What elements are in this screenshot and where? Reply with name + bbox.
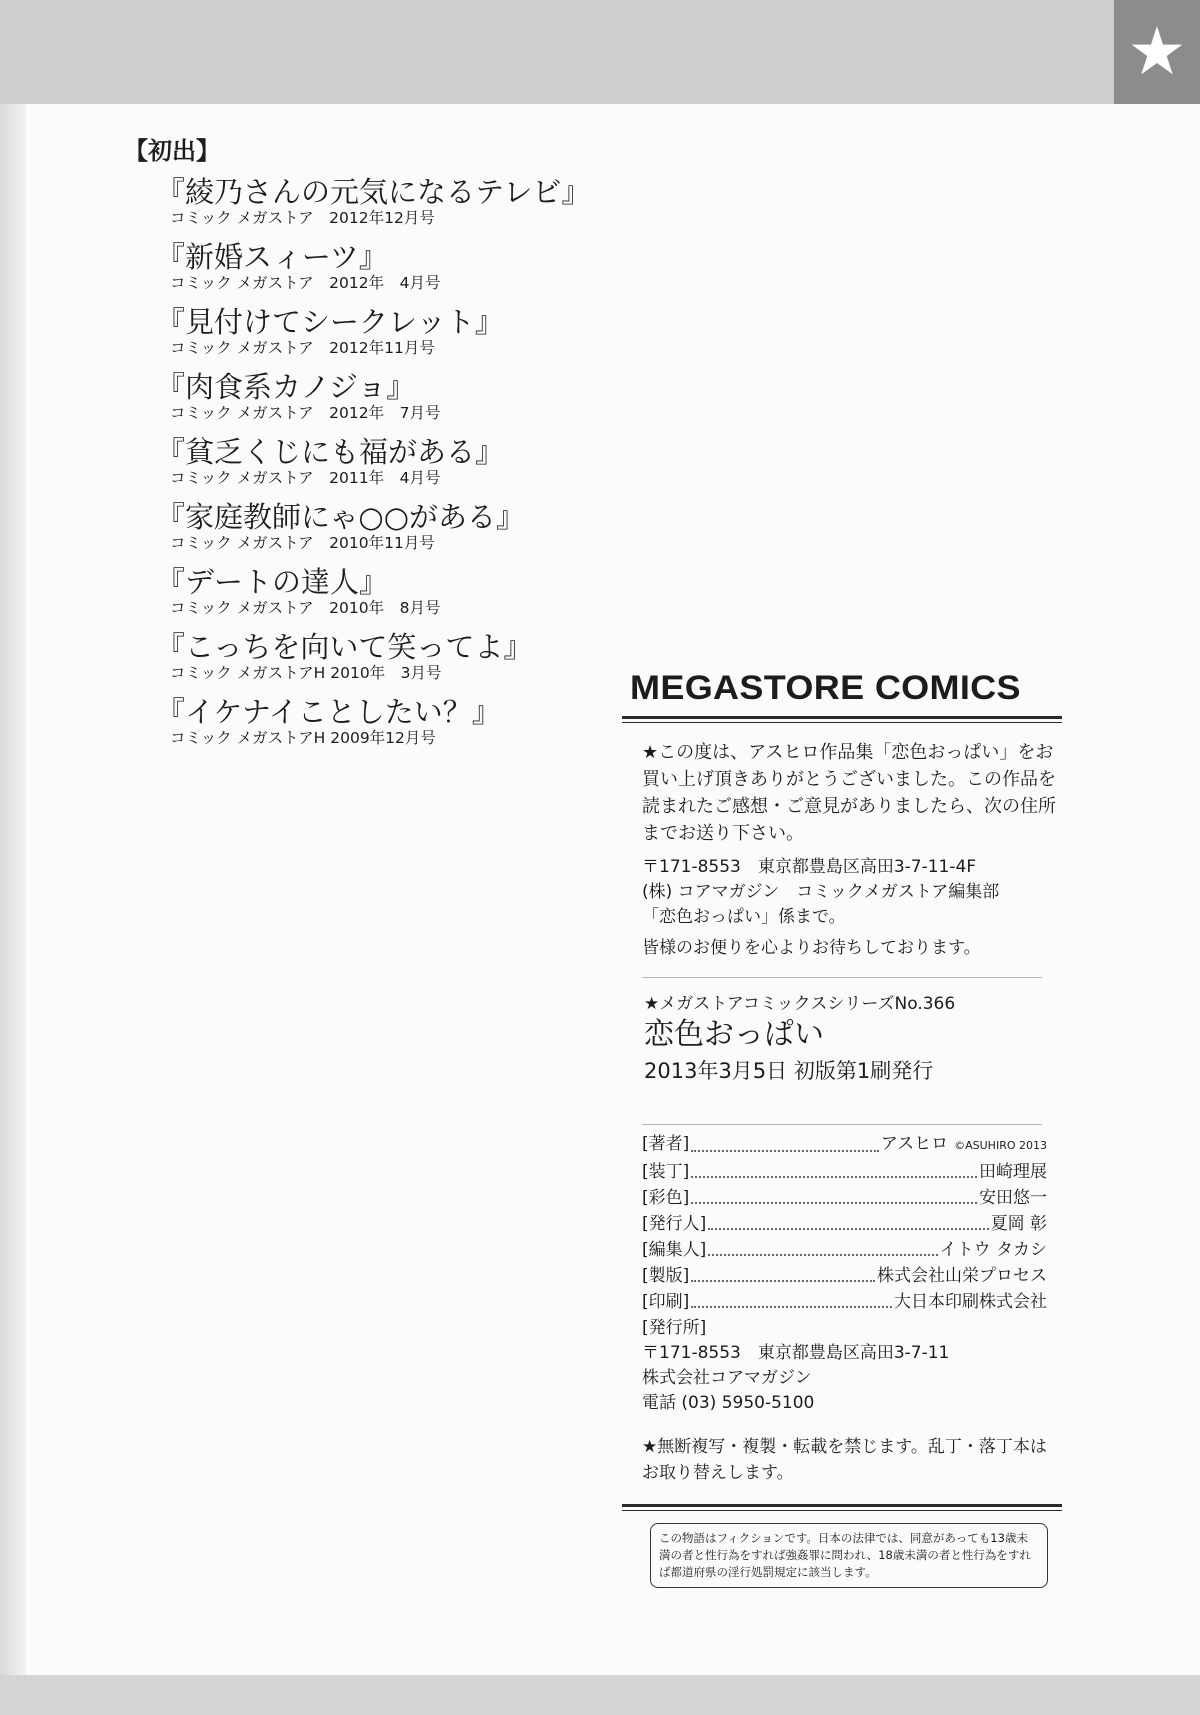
- credit-name: アスヒロ: [880, 1134, 949, 1154]
- work-source: コミック メガストア 2012年12月号: [170, 209, 435, 227]
- credit-row: [642, 1263, 1047, 1289]
- credit-role: [印刷]: [642, 1292, 690, 1312]
- credit-value: 安田悠一: [979, 1188, 1047, 1208]
- dot-leader: [708, 1237, 937, 1256]
- work-item: [156, 175, 591, 241]
- publication-date: 2013年3月5日 初版第1刷発行: [644, 1059, 934, 1083]
- dot-leader: [691, 1185, 977, 1204]
- brand-logo: MEGASTORE COMICS: [630, 669, 1021, 707]
- top-band: [0, 0, 1200, 104]
- work-title: 『綾乃さんの元気になるテレビ』: [156, 175, 591, 209]
- star-icon: ★: [1127, 13, 1187, 90]
- divider: [622, 1510, 1062, 1511]
- credit-row: [642, 1185, 1047, 1211]
- work-source: コミック メガストア 2010年11月号: [170, 534, 435, 552]
- credits: [622, 1131, 1047, 1315]
- work-source: コミック メガストア 2012年 4月号: [170, 274, 441, 292]
- divider: [642, 1124, 1042, 1125]
- credit-value: 田崎理展: [979, 1162, 1047, 1182]
- credit-row: [642, 1211, 1047, 1237]
- address-line: 〒171-8553 東京都豊島区高田3-7-11-4F: [642, 857, 977, 877]
- credit-row: [642, 1237, 1047, 1263]
- work-item: [156, 371, 576, 436]
- credit-row: [642, 1131, 1047, 1159]
- work-item: [156, 631, 576, 696]
- works-list: [156, 175, 591, 761]
- reader-message: ★この度は、アスヒロ作品集「恋色おっぱい」をお買い上げ頂きありがとうございました。この作品を読まれたご感想・ご意見がありましたら、次の住所までお送り下さい。: [642, 742, 1056, 844]
- credit-role: [著者]: [642, 1134, 690, 1154]
- work-source: コミック メガストア 2010年 8月号: [170, 599, 441, 617]
- work-title: 『新婚スィーツ』: [156, 240, 388, 274]
- work-item: [156, 566, 576, 631]
- divider: [622, 722, 1062, 723]
- colophon: [622, 666, 1062, 1588]
- address-line: 「恋色おっぱい」係まで。: [642, 907, 846, 927]
- work-title: 『こっちを向いて笑ってよ』: [156, 630, 533, 664]
- divider: [622, 716, 1062, 719]
- bottom-band: [0, 1675, 1200, 1715]
- divider: [622, 1504, 1062, 1507]
- credit-value: [881, 1131, 1047, 1159]
- page-edge: [0, 0, 26, 1715]
- origin-heading: 【初出】: [124, 137, 220, 165]
- work-title: 『家庭教師にゃ○○がある』: [156, 500, 526, 534]
- work-title: 『イケナイことしたい？』: [156, 695, 501, 729]
- work-source: コミック メガストアH 2009年12月号: [170, 729, 436, 747]
- closing-text: 皆様のお便りを心よりお待ちしております。: [642, 938, 981, 958]
- divider: [642, 977, 1042, 978]
- work-source: コミック メガストア 2011年 4月号: [170, 469, 441, 487]
- work-item: [156, 436, 576, 501]
- copy-notice: ★無断複写・複製・転載を禁じます。乱丁・落丁本はお取り替えします。: [642, 1437, 1047, 1483]
- publisher-label: [発行所]: [642, 1318, 707, 1338]
- work-title: 『見付けてシークレット』: [156, 305, 504, 339]
- credit-row: [642, 1289, 1047, 1315]
- fiction-notice: この物語はフィクションです。日本の法律では、同意があっても13歳未満の者と性行為をすれば強姦罪に問われ、18歳未満の者と性行為をすれば都道府県の淫行処罰規定に該当します。: [650, 1523, 1048, 1588]
- publisher-line: 〒171-8553 東京都豊島区高田3-7-11: [642, 1343, 950, 1363]
- address-line: (株) コアマガジン コミックメガストア編集部: [642, 882, 1000, 902]
- credit-row: [642, 1159, 1047, 1185]
- book-title: 恋色おっぱい: [644, 1017, 824, 1052]
- dot-leader: [691, 1131, 879, 1152]
- work-source: コミック メガストア 2012年 7月号: [170, 404, 441, 422]
- work-source: コミック メガストアH 2010年 3月号: [170, 664, 442, 682]
- copyright-mark: ©ASUHIRO 2013: [954, 1139, 1047, 1152]
- credit-role: [彩色]: [642, 1188, 690, 1208]
- dot-leader: [708, 1211, 988, 1230]
- work-item: [156, 306, 576, 371]
- work-item: [156, 696, 576, 761]
- work-item: [156, 501, 576, 566]
- credit-value: イトウ タカシ: [939, 1240, 1047, 1260]
- credit-value: 大日本印刷株式会社: [894, 1292, 1047, 1312]
- dot-leader: [691, 1159, 977, 1178]
- work-title: 『デートの達人』: [156, 565, 389, 599]
- work-title: 『貧乏くじにも福がある』: [156, 435, 505, 469]
- credit-value: 夏岡 彰: [990, 1214, 1047, 1234]
- work-source: コミック メガストア 2012年11月号: [170, 339, 435, 357]
- credit-role: [製版]: [642, 1266, 690, 1286]
- credit-role: [装丁]: [642, 1162, 690, 1182]
- dot-leader: [691, 1263, 875, 1282]
- credit-role: [発行人]: [642, 1214, 707, 1234]
- publisher-line: 電話 (03) 5950-5100: [642, 1393, 815, 1413]
- series-label: ★メガストアコミックスシリーズNo.366: [644, 994, 956, 1014]
- editorial-address: [622, 855, 1062, 930]
- credit-value: 株式会社山栄プロセス: [877, 1266, 1047, 1286]
- dot-leader: [691, 1289, 892, 1308]
- corner-tab: [1114, 0, 1200, 104]
- credit-role: [編集人]: [642, 1240, 707, 1260]
- work-title: 『肉食系カノジョ』: [156, 370, 416, 404]
- publisher-line: 株式会社コアマガジン: [642, 1368, 812, 1388]
- work-item: [156, 241, 576, 306]
